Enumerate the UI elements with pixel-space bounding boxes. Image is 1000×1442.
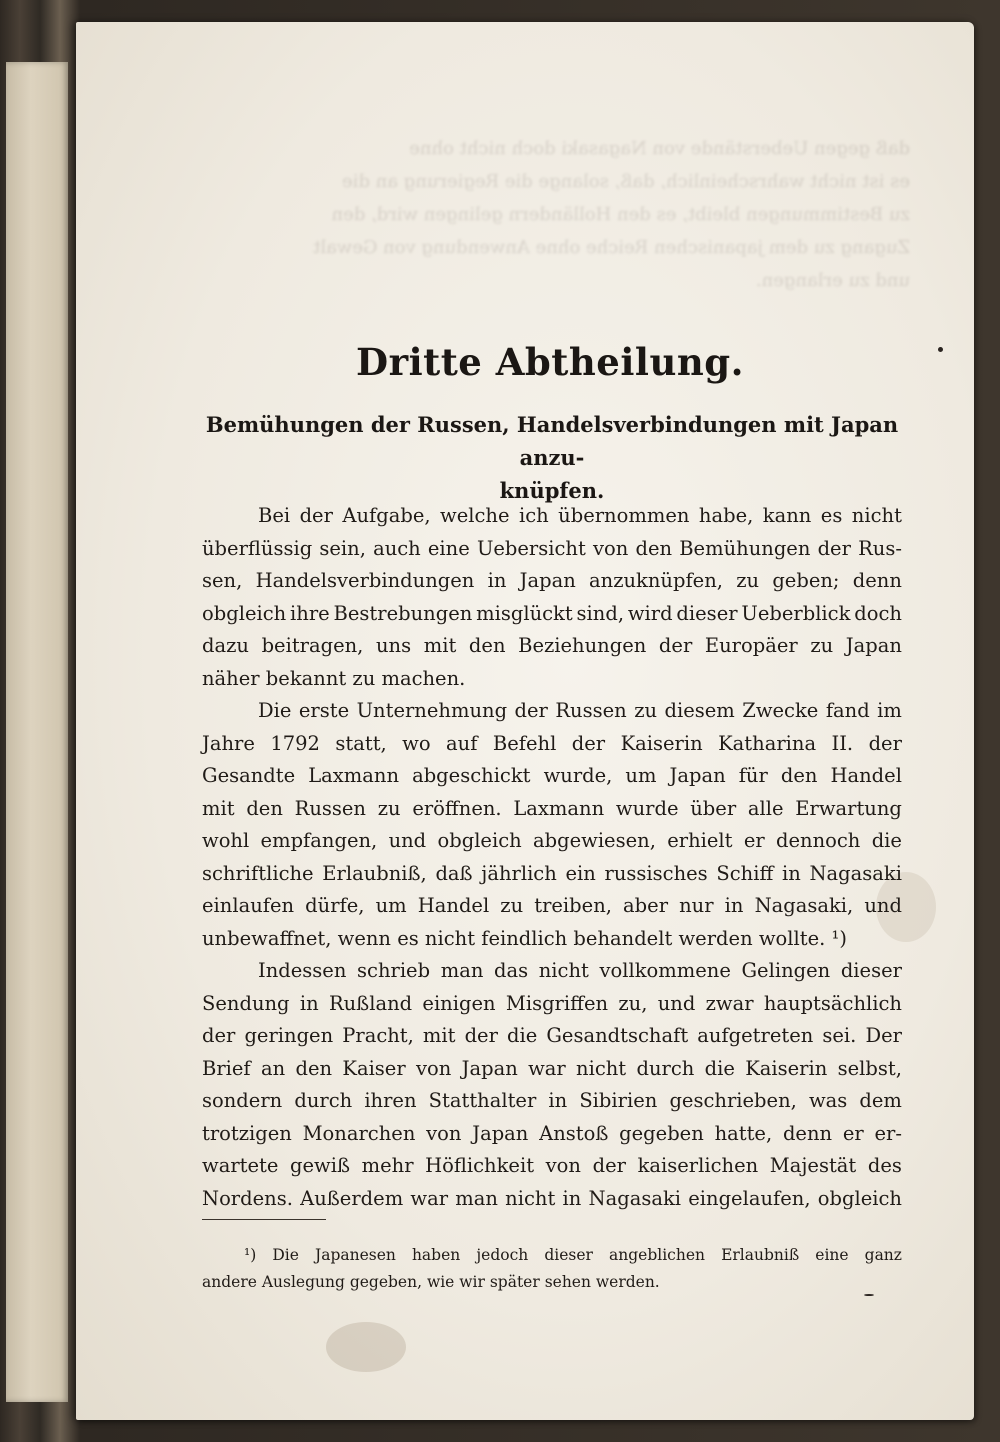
word: wurde,: [543, 764, 613, 787]
word: der: [514, 699, 548, 722]
word: Rußland: [328, 991, 413, 1015]
word: sein,: [319, 536, 366, 560]
word: statt,: [335, 731, 387, 755]
word: den: [635, 536, 673, 560]
word: beitragen,: [261, 634, 364, 657]
word: treiben,: [534, 894, 612, 917]
word: der: [202, 1024, 236, 1047]
word: Beziehungen: [518, 634, 647, 657]
word: Gesandtschaft: [546, 1024, 689, 1047]
word: Schiff: [716, 861, 774, 885]
word: dürfe,: [305, 894, 365, 917]
word: ¹): [244, 1246, 257, 1264]
text-line: [202, 1020, 902, 1053]
word: Gelingen: [741, 959, 831, 982]
word: und: [657, 991, 696, 1015]
word: hatte,: [714, 1121, 773, 1145]
word: Handel: [830, 764, 902, 787]
word: war: [528, 1056, 566, 1080]
word: Nagasaki,: [754, 894, 854, 917]
text-line: [202, 500, 902, 533]
word: Erwartung: [795, 796, 902, 820]
word: zu: [377, 796, 401, 820]
word: jährlich: [481, 861, 557, 885]
footnote: [202, 1242, 902, 1296]
word: wo: [402, 731, 431, 755]
word: eröffnen.: [412, 796, 502, 820]
word: der: [658, 634, 693, 657]
word: der: [464, 1024, 498, 1047]
word: uns: [376, 634, 412, 657]
word: mit: [423, 634, 457, 657]
word: obgleich: [202, 601, 287, 625]
word: nicht: [851, 504, 902, 527]
word: Gesandte: [202, 764, 296, 787]
word: anzuknüpfen,: [589, 569, 723, 592]
word: Bemühungen: [679, 536, 811, 560]
word: denn: [852, 569, 902, 592]
word: erste: [298, 699, 350, 722]
word: wohl: [202, 829, 250, 852]
word: zu: [810, 634, 834, 657]
word: sei.: [822, 1024, 857, 1047]
footnote-separator: [202, 1219, 326, 1220]
text-line: [202, 1118, 902, 1151]
word: dieser: [840, 959, 902, 982]
word: eingelaufen,: [688, 1186, 811, 1210]
word: trotzigen: [202, 1121, 292, 1145]
word: gegeben: [619, 1121, 704, 1145]
text-line: [202, 858, 902, 891]
word: Japan: [845, 634, 902, 657]
word: vollkommene: [599, 959, 731, 982]
word: dazu: [202, 634, 249, 657]
word: für: [738, 764, 768, 787]
word: ihren: [364, 1089, 417, 1112]
text-line: [202, 533, 902, 566]
word: Indessen: [258, 959, 347, 982]
word: kann: [762, 504, 812, 527]
text-line: [202, 890, 902, 923]
word: Kaiserin: [620, 731, 703, 755]
word: er-: [874, 1121, 902, 1145]
word: Nagasaki: [588, 1186, 682, 1210]
word: von: [545, 1154, 581, 1177]
subheading-line: knüpfen.: [499, 478, 605, 503]
word: abgeschickt: [412, 764, 531, 787]
text-line: [202, 630, 902, 663]
text-line: [202, 728, 902, 761]
word: von: [592, 536, 629, 560]
word: schrieb: [357, 959, 431, 982]
previous-page-edge: [6, 62, 68, 1402]
word: auch: [373, 536, 421, 560]
word: er: [842, 1121, 864, 1145]
word: man: [455, 1186, 498, 1210]
word: den: [468, 634, 506, 657]
text-line: [202, 1183, 902, 1216]
word: mehr: [361, 1154, 414, 1177]
text-line: [202, 1085, 902, 1118]
word: obgleich: [817, 1186, 902, 1210]
word: es: [820, 504, 843, 527]
word: was: [808, 1089, 848, 1112]
word: im: [877, 699, 902, 722]
word: russisches: [604, 861, 708, 885]
word: das: [494, 959, 529, 982]
word: Kaiser: [342, 1056, 406, 1080]
section-subheading: [202, 408, 902, 507]
word: zu: [634, 699, 658, 722]
word: zu: [736, 569, 760, 592]
word: man: [440, 959, 484, 982]
word: 1792: [270, 731, 320, 755]
word: ein: [565, 861, 596, 885]
word: er: [743, 829, 765, 852]
word: habe,: [698, 504, 754, 527]
word: zwar: [705, 991, 754, 1015]
word: Japanesen: [314, 1246, 396, 1264]
paper-stain: [326, 1322, 406, 1372]
word: haben: [411, 1246, 461, 1264]
word: Pracht,: [342, 1024, 414, 1047]
word: jedoch: [476, 1246, 529, 1264]
word: Japan: [472, 1121, 529, 1145]
word: von: [416, 1056, 452, 1080]
word: Laxmann: [308, 764, 400, 787]
word: Bestrebungen: [333, 601, 473, 625]
word: obgleich: [437, 829, 522, 852]
word: Unternehmung: [356, 699, 508, 722]
word: ihre: [290, 601, 330, 625]
word: Nagasaki: [809, 861, 902, 885]
word: Bei: [258, 504, 291, 527]
word: überflüssig: [202, 536, 313, 560]
word: dem: [859, 1089, 902, 1112]
word: geringen: [244, 1024, 334, 1047]
word: ganz: [864, 1246, 902, 1264]
word: und: [864, 894, 902, 917]
word: Laxmann: [513, 796, 605, 820]
word: ich: [518, 504, 549, 527]
word: kaiserlichen: [637, 1154, 759, 1177]
word: in: [562, 1186, 582, 1210]
word: in: [782, 861, 801, 885]
word: von: [426, 1121, 462, 1145]
word: misglückt: [476, 601, 573, 625]
word: Befehl: [492, 731, 557, 755]
word: mit: [422, 1024, 456, 1047]
word: sondern: [202, 1089, 283, 1112]
text-line: [202, 1150, 902, 1183]
word: Misgriffen: [505, 991, 609, 1015]
word: dieser: [676, 601, 738, 625]
word: nicht: [576, 1056, 627, 1080]
text-line: [202, 955, 902, 988]
word: sen,: [202, 569, 243, 592]
word: schriftliche: [202, 861, 314, 885]
word: diesem: [664, 699, 735, 722]
word: wartete: [202, 1154, 279, 1177]
word: Nordens.: [202, 1186, 293, 1210]
text-line: [202, 793, 902, 826]
word: abgewiesen,: [533, 829, 656, 852]
word: denn: [782, 1121, 833, 1145]
word: Sendung: [202, 991, 290, 1015]
word: hauptsächlich: [763, 991, 902, 1015]
word: aber: [623, 894, 669, 917]
word: die: [507, 1024, 538, 1047]
word: wird: [627, 601, 673, 625]
word: nicht: [538, 959, 589, 982]
subheading-line: Bemühungen der Russen, Handelsverbindungen mit Japan anzu-: [205, 412, 899, 470]
word: der: [592, 1154, 626, 1177]
word: gewiß: [290, 1154, 350, 1177]
word: doch: [854, 601, 902, 625]
text-line: näher bekannt zu machen.: [202, 666, 466, 690]
word: Russen: [294, 796, 366, 820]
word: übernommen: [558, 504, 690, 527]
word: angeblichen: [609, 1246, 705, 1264]
word: Zwecke: [742, 699, 819, 722]
word: sind,: [576, 601, 625, 625]
word: empfangen,: [260, 829, 378, 852]
text-line: [202, 988, 902, 1021]
text-line: [202, 760, 902, 793]
word: aufgetreten: [697, 1024, 814, 1047]
ink-speck: [938, 347, 943, 352]
word: Japan: [669, 764, 726, 787]
word: an: [260, 1056, 286, 1080]
word: Handelsverbindungen: [255, 569, 475, 592]
word: in: [487, 569, 507, 592]
word: um: [625, 764, 657, 787]
word: Japan: [519, 569, 576, 592]
word: welche: [440, 504, 510, 527]
word: der: [571, 731, 606, 755]
word: Ueberblick: [741, 601, 851, 625]
word: selbst,: [837, 1056, 902, 1080]
word: Uebersicht: [476, 536, 586, 560]
word: Europäer: [704, 634, 798, 657]
word: einlaufen: [202, 894, 295, 917]
word: fand: [825, 699, 870, 722]
footnote-line: andere Auslegung gegeben, wie wir später sehen werden.: [202, 1273, 660, 1291]
word: Katharina: [718, 731, 817, 755]
word: Majestät: [769, 1154, 857, 1177]
text-line: [202, 695, 902, 728]
word: geschrieben,: [669, 1089, 797, 1112]
word: zu,: [618, 991, 648, 1015]
word: Aufgabe,: [342, 504, 431, 527]
word: geben;: [772, 569, 840, 592]
word: daß: [435, 861, 473, 885]
word: in: [299, 991, 319, 1015]
word: der: [868, 731, 902, 755]
word: des: [867, 1154, 902, 1177]
word: der: [817, 536, 851, 560]
text-line: [202, 1053, 902, 1086]
word: Erlaubniß,: [322, 861, 427, 885]
word: Japan: [461, 1056, 518, 1080]
word: zu: [500, 894, 524, 917]
text-line: [202, 598, 902, 631]
word: erhielt: [667, 829, 733, 852]
word: Erlaubniß: [721, 1246, 800, 1264]
word: dennoch: [776, 829, 861, 852]
word: dieser: [544, 1246, 593, 1264]
word: den: [780, 764, 818, 787]
word: die: [871, 829, 902, 852]
body-text: [202, 500, 902, 1215]
word: einigen: [422, 991, 496, 1015]
footnote-line: [202, 1242, 902, 1269]
word: Die: [258, 699, 292, 722]
word: nicht: [505, 1186, 556, 1210]
word: Der: [865, 1024, 902, 1047]
word: mit: [202, 796, 235, 820]
word: Außerdem: [300, 1186, 404, 1210]
word: Die: [272, 1246, 299, 1264]
word: durch: [636, 1056, 695, 1080]
word: Sibirien: [579, 1089, 658, 1112]
word: über: [690, 796, 737, 820]
word: die: [704, 1056, 735, 1080]
word: Höflichkeit: [425, 1154, 535, 1177]
word: Kaiserin: [745, 1056, 828, 1080]
word: Russen: [555, 699, 627, 722]
word: den: [246, 796, 283, 820]
word: eine: [427, 536, 470, 560]
word: durch: [294, 1089, 353, 1112]
word: Jahre: [202, 731, 255, 755]
word: Monarchen: [302, 1121, 416, 1145]
word: auf: [446, 731, 478, 755]
word: um: [375, 894, 407, 917]
word: alle: [747, 796, 784, 820]
word: in: [724, 894, 744, 917]
show-through-text: daß gegen Ueberstände von Nagasaki doch nicht ohne es ist nicht wahrscheinlich, daß, solange die Regierung an die zu Bestimmungen bleibt, es den Holländern gelingen wird, den Zugang zu dem japanischen Reiche ohne Anwendung von Gewalt und zu erlangen.: [313, 138, 910, 291]
word: in: [548, 1089, 568, 1112]
word: Handel: [417, 894, 490, 917]
section-heading: Dritte Abtheilung.: [355, 340, 744, 384]
word: nur: [679, 894, 714, 917]
word: den: [295, 1056, 333, 1080]
word: II.: [831, 731, 854, 755]
word: wurde: [615, 796, 679, 820]
word: eine: [815, 1246, 849, 1264]
text-line: [202, 565, 902, 598]
word: war: [410, 1186, 449, 1210]
word: Rus-: [858, 536, 902, 560]
text-line: [202, 825, 902, 858]
text-line: unbewaffnet, wenn es nicht feindlich behandelt werden wollte. ¹): [202, 926, 847, 950]
word: Brief: [202, 1056, 251, 1080]
word: und: [388, 829, 427, 852]
word: der: [299, 504, 333, 527]
word: Statthalter: [428, 1089, 537, 1112]
word: Anstoß: [539, 1121, 609, 1145]
